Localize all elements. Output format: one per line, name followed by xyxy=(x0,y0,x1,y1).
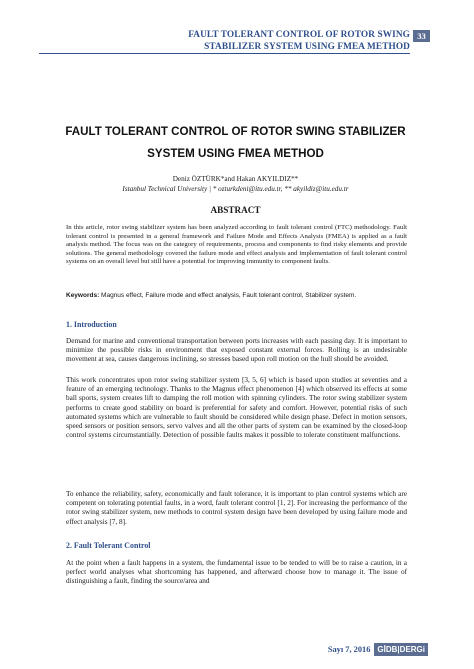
running-header xyxy=(188,30,410,53)
paper-title xyxy=(40,121,431,165)
journal-logo: GİDB|DERGi xyxy=(374,643,428,656)
keywords xyxy=(66,292,416,301)
paragraph: Demand for marine and conventional transportation between ports increases with each passing day. It is important to minimize the possible risks in environment that exposed constant external forces. Rolling is an undesirable movement at sea, causes dangerous inclining, so stresses based upon roll motion on the hull should be avoided. xyxy=(66,337,407,364)
running-header-line-1: FAULT TOLERANT CONTROL OF ROTOR SWING xyxy=(188,30,410,40)
header-divider xyxy=(39,53,410,54)
keywords-label: Keywords: xyxy=(66,292,100,299)
running-header-line-2: STABILIZER SYSTEM USING FMEA METHOD xyxy=(204,41,410,52)
paragraph: To enhance the reliability, safety, economically and fault tolerance, it is important to plan control systems which are competent on tolerating potential faults, in a word, fault tolerant control [1, 2]. For increasing the performance of the rotor swing stabilizer system, new methods to control system design have been developed by using failure mode and effect analysis [7, 8]. xyxy=(66,490,407,526)
footer-issue: Sayı 7, 2016 xyxy=(327,645,371,654)
abstract-text: In this article, rotor swing stabilizer system has been analyzed according to fault tolerant control (FTC) methodology. Fault tolerant control is presented in a general framework and Failure Mode and Effects Analysis (FMEA) is applied as a fault analysis method. The focus was on the category of requirements, process and components to find risky elements and provide solutions. The general methodology covered the failure mode and effect analysis and implementation of fault tolerant control systems on an overall level but still have a potential for improving immunity to component faults. xyxy=(66,224,407,266)
section-heading-introduction: 1. Introduction xyxy=(66,320,117,329)
author-affiliation: Istanbul Technical University | * ozturkdeni@itu.edu.tr, ** akyildiz@itu.edu.tr xyxy=(122,185,349,193)
author-names: Deniz ÖZTÜRK*and Hakan AKYILDIZ** xyxy=(172,175,299,183)
author-block xyxy=(40,174,431,194)
abstract-heading: ABSTRACT xyxy=(210,205,261,215)
paper-title-line-2: SYSTEM USING FMEA METHOD xyxy=(147,147,324,160)
paragraph: At the point when a fault happens in a system, the fundamental issue to be tended to will be to raise a caution, in a perfect world analyses what shortcoming has happened, and afterward choose how to manage it. The issue of distinguishing a fault, finding the source/area and xyxy=(66,559,407,586)
page-footer xyxy=(328,643,428,656)
paper-title-line-1: FAULT TOLERANT CONTROL OF ROTOR SWING STABILIZER xyxy=(65,125,406,138)
page-number: 33 xyxy=(413,30,430,42)
section-heading-fault-tolerant-control: 2. Fault Tolerant Control xyxy=(66,541,151,550)
keywords-text: Magnus effect, Failure mode and effect analysis, Fault tolerant control, Stabilizer system. xyxy=(99,292,357,299)
paragraph: This work concentrates upon rotor swing stabilizer system [3, 5, 6] which is based upon studies at seventies and a feature of an emerging technology. Thanks to the Magnus effect phenomenon [4] which observed its effects at some ball sports, system creates lift to damping the roll motion with spinning cylinders. The rotor swing stabilizer system performs to create good stability on board is preferential for safety and comfort. However, potential risks of such automated systems which are vulnerable to fault should be considered while design phase. Defect in motion sensors, speed sensors or position sensors, servo valves and all the other parts of system can be examined by the closed-loop control systems circumstantially. Detection of possible faults makes it possible to tolerate constituent malfunctions. xyxy=(66,376,407,440)
